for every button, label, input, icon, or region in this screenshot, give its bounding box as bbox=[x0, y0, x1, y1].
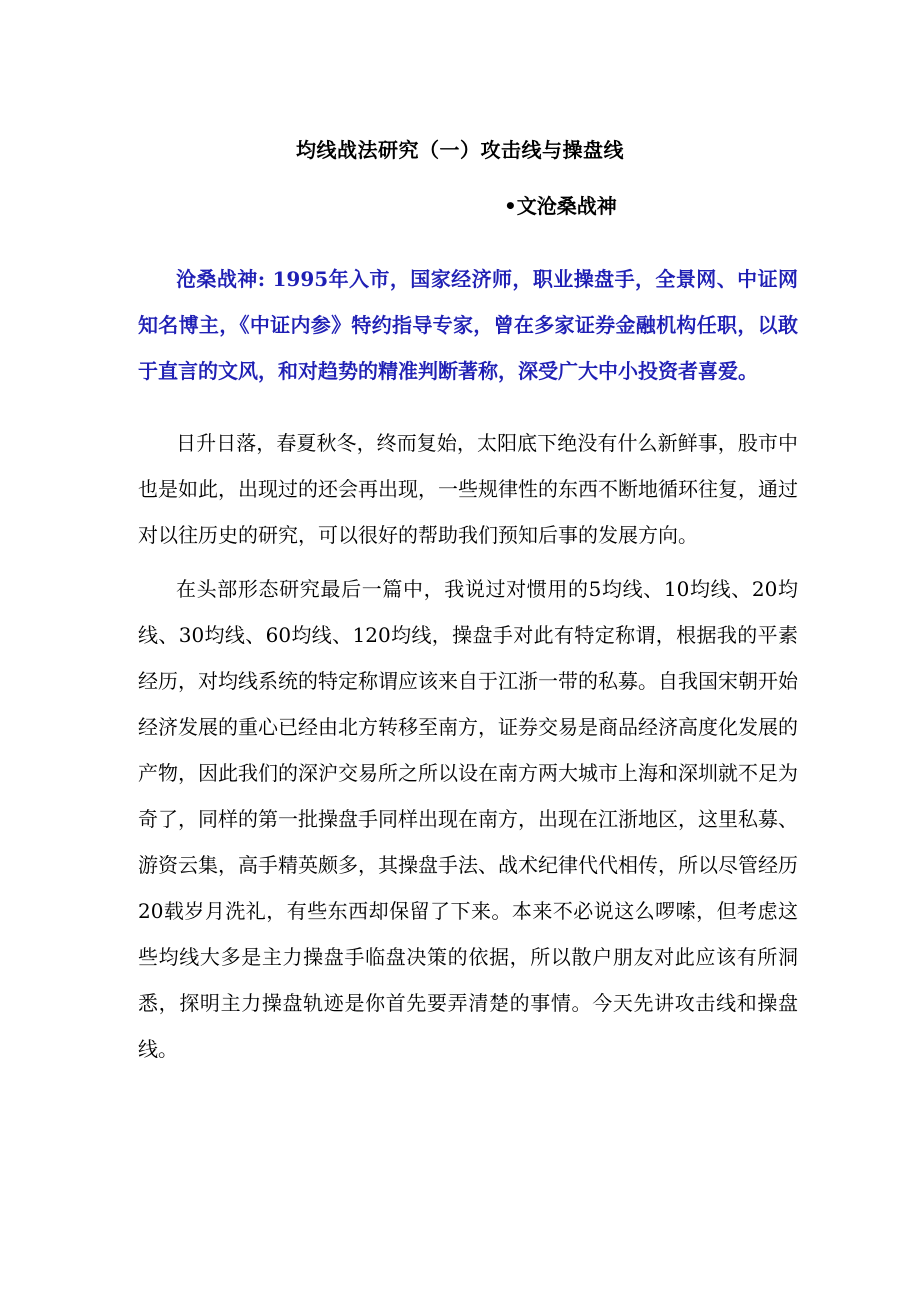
body-paragraph: 在头部形态研究最后一篇中，我说过对惯用的5均线、10均线、20均线、30均线、60均线、120均线，操盘手对此有特定称谓，根据我的平素经历，对均线系统的特定称谓应该来自于江浙一带的私募。自我国宋朝开始经济发展的重心已经由北方转移至南方，证券交易是商品经济高度化发展的产物，因此我们的深沪交易所之所以设在南方两大城市上海和深圳就不足为奇了，同样的第一批操盘手同样出现在南方，出现在江浙地区，这里私募、游资云集，高手精英颇多，其操盘手法、战术纪律代代相传，所以尽管经历20载岁月洗礼，有些东西却保留了下来。本来不必说这么啰嗦，但考虑这些均线大多是主力操盘手临盘决策的依据，所以散户朋友对此应该有所洞悉，探明主力操盘轨迹是你首先要弄清楚的事情。今天先讲攻击线和操盘线。 bbox=[138, 577, 798, 1061]
document-title: 均线战法研究（一）攻击线与操盘线 bbox=[296, 138, 624, 162]
author-byline: •文沧桑战神 bbox=[504, 194, 617, 218]
author-intro: 沧桑战神: 1995年入市，国家经济师，职业操盘手，全景网、中证网知名博主，《中证内参》特约指导专家，曾在多家证券金融机构任职，以敢于直言的文风，和对趋势的精准判断著称，深受广大中小投资者喜爱。 bbox=[138, 267, 798, 383]
body-paragraph: 日升日落，春夏秋冬，终而复始，太阳底下绝没有什么新鲜事，股市中也是如此，出现过的还会再出现，一些规律性的东西不断地循环往复，通过对以往历史的研究，可以很好的帮助我们预知后事的发展方向。 bbox=[138, 431, 798, 547]
